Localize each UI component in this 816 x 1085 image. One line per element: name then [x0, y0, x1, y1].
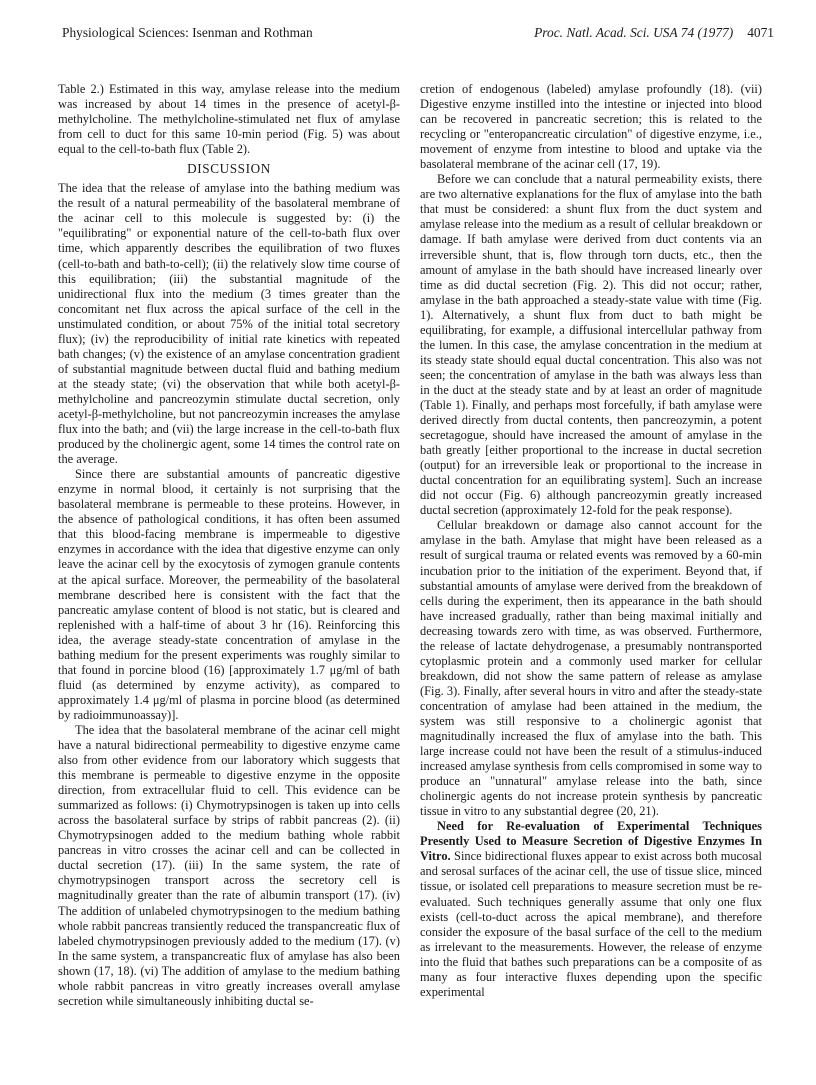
cell-breakdown-paragraph: Cellular breakdown or damage also cannot account for the amylase in the bath. Amylase that might have been released as a result of surgical trauma or related events was removed by a 60-min incubation prior to the initiation of the experiment. Beyond that, if substantial amounts of amylase were derived from the breakdown of cells during the experiment, then its appearance in the bath should have increased gradually, rather than being maximal initially and decreasing towards zero with time, as was observed. Furthermore, the release of lactate dehydrogenase, a presumably nontransported cytoplasmic protein and a commonly used marker for cellular breakdown, did not show the same pattern of release as amylase (Fig. 3). Finally, after several hours in vitro and after the steady-state concentration of amylase had been attained in the medium, the system was still responsive to a cholinergic agonist that magnitudinally increased the flux of amylase into the bath. This large increase could not have been the result of a stimulus-induced increased amylase synthesis from cells compromised in some way to produce an "unnatural" amylase release into the bath, since cholinergic agents do not increase protein synthesis by pancreatic tissue in vitro to any substantial degree (20, 21).: [420, 518, 762, 819]
discussion-paragraph-3: The idea that the basolateral membrane of the acinar cell might have a natural bidirectional permeability to digestive enzyme came also from other evidence from our laboratory which suggests that this membrane is permeable to digestive enzyme in the opposite direction, from extracellular fluid to cell. This evidence can be summarized as follows: (i) Chymotrypsinogen is taken up into cells across the basolateral surface by strips of rabbit pancreas (2). (ii) Chymotrypsinogen added to the medium bathing whole rabbit pancreas in vitro crosses the acinar cell and can be collected in ductal secretion (17). (iii) In the same system, the rate of chymotrypsinogen transport across the secretory cell is magnitudinally greater than the rate of albumin transport (17). (iv) The addition of unlabeled chymotrypsinogen to the medium bathing whole rabbit pancreas transiently reduced the transpancreatic flux of labeled chymotrypsinogen previously added to the medium (17). (v) In the same system, a transpancreatic flux of amylase has also been shown (17, 18). (vi) The addition of amylase to the medium bathing whole rabbit pancreas in vitro greatly increases overall amylase secretion while simultaneously inhibiting ductal se-: [58, 722, 400, 1008]
left-column: [58, 82, 400, 1009]
section-heading: DISCUSSION: [187, 161, 271, 177]
re-evaluation-paragraph: [420, 819, 762, 1000]
running-head-journal: [534, 22, 774, 44]
alternatives-paragraph: Before we can conclude that a natural permeability exists, there are two alternative explanations for the flux of amylase into the bath that must be considered: a shunt flux from the duct system and amylase release into the medium as a result of cellular breakdown or damage. If bath amylase were derived from duct contents via an irreversible shunt, that is, flow through torn ducts, etc., then the amount of amylase in the bath should have increased linearly over time as did ductal secretion (Fig. 2). This did not occur; rather, amylase in the bath approached a steady-state value with time (Fig. 1). Alternatively, a shunt flux from duct to bath might be equilibrating, for example, a diffusional intercellular pathway from the lumen. In this case, the amylase concentration in the medium at its steady state should equal ductal concentration. This also was not seen; the concentration of amylase in the bath was always less than in the duct at the steady state and by at least an order of magnitude (Table 1). Finally, and perhaps most forcefully, if bath amylase were derived directly from ductal contents, then pancreozymin, a potent secretagogue, should have increased the amount of amylase in the bath greatly [either proportional to the increase in ductal secretion (output) for an irreversible leak or proportional to the increase in ductal concentration for an equilibrating system]. Such an increase did not occur (Fig. 6) although pancreozymin greatly increased ductal secretion (approximately 12-fold for the peak response).: [420, 172, 762, 518]
journal-citation: Proc. Natl. Acad. Sci. USA 74 (1977): [534, 25, 734, 40]
re-evaluation-text: Since bidirectional fluxes appear to exist across both mucosal and serosal surfaces of the acinar cell, the use of tissue slice, minced tissue, or isolated cell preparations to measure secretion must be re-evaluated. Such techniques generally assume that only one flux exists (cell-to-duct across the apical membrane), and therefore consider the exposure of the basal surface of the cell to the medium as irrelevant to the measurements. However, the release of enzyme into the fluid that bathes such preparations can be a composite of as many as four interactive fluxes depending upon the specific experimental: [420, 849, 762, 999]
page-header: [62, 22, 774, 44]
right-column: [420, 82, 762, 1000]
page-number: 4071: [747, 25, 774, 40]
running-head-authors: Physiological Sciences: Isenman and Rothman: [62, 25, 313, 40]
discussion-paragraph-1: The idea that the release of amylase into the bathing medium was the result of a natural permeability of the basolateral membrane of the acinar cell to this molecule is suggested by: (i) the "equilibrating" or exponential nature of the cell-to-bath flux over time, which apparently describes the equilibration of two fluxes (cell-to-bath and bath-to-cell); (ii) the relatively slow time course of this equilibration; (iii) the substantial magnitude of the unidirectional flux into the medium (3 times greater than the concomitant net flux across the apical surface of the cell in the unstimulated condition, or about 75% of the initial total secretory flux); (iv) the reproducibility of initial rate kinetics with repeated bath changes; (v) the existence of an amylase concentration gradient of substantial magnitude between ductal fluid and bathing medium at the steady state; (vi) the observation that while both acetyl-β-methylcholine and pancreozymin stimulate ductal secretion, only acetyl-β-methylcholine, but not pancreozymin increases the amylase flux into the bath; and (vii) the large increase in the cell-to-bath flux produced by the cholinergic agent, some 14 times the control rate on the average.: [58, 181, 400, 467]
continued-paragraph: cretion of endogenous (labeled) amylase profoundly (18). (vii) Digestive enzyme instilled into the intestine or injected into blood can be recovered in pancreatic secretion; this is related to the recycling or "enteropancreatic circulation" of digestive enzyme, i.e., movement of enzyme from intestine to blood and uptake via the basolateral membrane of the acinar cell (17, 19).: [420, 82, 762, 172]
intro-paragraph: Table 2.) Estimated in this way, amylase release into the medium was increased by about 14 times in the presence of acetyl-β-methylcholine. The methylcholine-stimulated net flux of amylase from cell to duct for this same 10-min period (Fig. 5) was about equal to the cell-to-bath flux (Table 2).: [58, 82, 400, 157]
discussion-paragraph-2: Since there are substantial amounts of pancreatic digestive enzyme in normal blood, it certainly is not surprising that the basolateral membrane is permeable to these proteins. However, in the absence of pathological conditions, it has often been assumed that this blood-facing membrane is impermeable to digestive enzymes in accordance with the idea that digestive enzyme can only leave the acinar cell by the exocytosis of zymogen granule contents at the apical surface. Moreover, the permeability of the basolateral membrane described here is consistent with the fact that the pancreatic amylase content of blood is not static, but is cleared and replenished with a half-time of about 3 hr (16). Reinforcing this idea, the average steady-state concentration of amylase in the bathing medium for the present experiments was roughly similar to that found in porcine blood (16) [approximately 1.7 μg/ml of bath fluid (as determined by enzyme activity), as compared to approximately 1.4 μg/ml of plasma in porcine blood (as determined by radioimmunoassay)].: [58, 467, 400, 722]
run-in-heading: Need for Re-evaluation of Experimental Techniques Presently Used to Measure Secretion of Digestive Enzymes In Vitro.: [420, 819, 762, 864]
